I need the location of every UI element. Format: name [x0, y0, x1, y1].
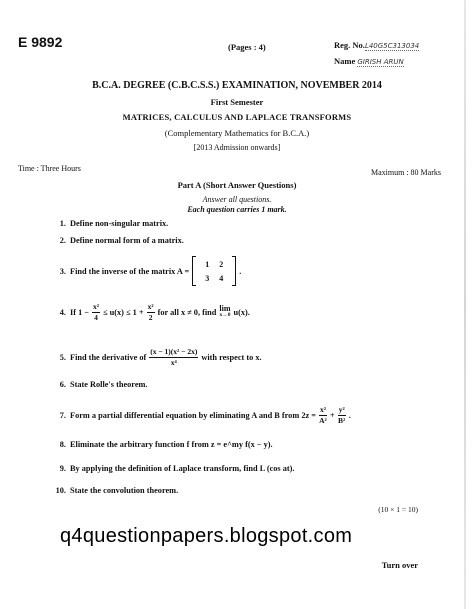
question-number: 8. [59, 440, 66, 449]
fraction [147, 303, 155, 321]
question-number: 10. [55, 486, 66, 495]
question-text: u(x). [233, 307, 250, 317]
fraction [338, 406, 346, 424]
reg-label: Reg. No. [334, 40, 365, 50]
instruction-marks: Each question carries 1 mark. [187, 205, 287, 214]
question-2 [52, 236, 184, 245]
numerator: x² [93, 302, 100, 311]
question-text: Define normal form of a matrix. [70, 236, 184, 245]
fraction [92, 303, 100, 321]
name-label: Name [334, 56, 356, 66]
name-handwritten: GIRISH ARUN [357, 58, 404, 66]
reg-number [334, 40, 419, 50]
matrix-A [192, 256, 236, 286]
question-text: Define non-singular matrix. [70, 219, 169, 228]
question-number: 4. [59, 307, 66, 317]
turn-over-note: Turn over [381, 560, 418, 570]
candidate-name [334, 56, 404, 66]
question-text: for all x ≠ 0, find [157, 307, 217, 317]
semester: First Semester [210, 97, 264, 107]
limit [219, 305, 230, 319]
limit-op: lim [219, 304, 231, 314]
question-text: Form a partial differential equation by eliminating A and B from 2z = [70, 410, 316, 420]
matrix-cell: 1 [205, 259, 210, 269]
question-9 [52, 464, 295, 473]
question-number: 3. [59, 266, 66, 276]
question-text: Eliminate the arbitrary function f from z = e^my f(x − y). [70, 440, 273, 449]
question-number: 5. [59, 352, 66, 362]
max-marks: Maximum : 80 Marks [371, 168, 441, 177]
question-number: 2. [59, 236, 66, 245]
question-8 [52, 440, 273, 449]
question-text: with respect to x. [201, 352, 262, 362]
admission-note: [2013 Admission onwards] [193, 143, 281, 152]
matrix-cell: 2 [219, 259, 224, 269]
part-a-marks-total: (10 × 1 = 10) [378, 505, 418, 514]
question-tail: . [239, 266, 242, 276]
fraction [319, 406, 327, 424]
question-number: 9. [59, 464, 66, 473]
complementary-subtitle: (Complementary Mathematics for B.C.A.) [164, 128, 310, 138]
question-text: If 1 − [70, 307, 90, 317]
question-text: Find the inverse of the matrix A = [70, 266, 190, 276]
numerator: y² [338, 405, 345, 414]
matrix-cell: 4 [219, 273, 224, 283]
question-text: ≤ u(x) ≤ 1 + [103, 307, 144, 317]
denominator: 2 [148, 312, 153, 322]
numerator: x² [147, 302, 154, 311]
question-tail: . [348, 410, 351, 420]
denominator: A² [319, 415, 327, 425]
question-number: 6. [59, 380, 66, 389]
denominator: B² [338, 415, 346, 425]
page-count: (Pages : 4) [228, 42, 266, 52]
question-10 [52, 486, 178, 495]
course-title: MATRICES, CALCULUS AND LAPLACE TRANSFORMS [122, 112, 352, 122]
instruction-answer-all: Answer all questions. [202, 195, 272, 204]
question-text: Find the derivative of [70, 352, 147, 362]
question-7 [52, 402, 351, 428]
denominator: x⁴ [170, 357, 177, 367]
question-text: State the convolution theorem. [70, 486, 179, 495]
part-a-heading: Part A (Short Answer Questions) [177, 180, 297, 190]
denominator: 4 [94, 312, 98, 322]
numerator: (x − 1)(x² − 2x) [150, 347, 198, 356]
plus-sign: + [329, 410, 335, 420]
paper-code: E 9892 [18, 34, 63, 50]
blog-watermark: q4questionpapers.blogspot.com [60, 525, 353, 547]
page-edge-shadow [464, 0, 466, 609]
question-6 [52, 380, 148, 389]
time-allowed: Time : Three Hours [18, 164, 81, 173]
exam-title: B.C.A. DEGREE (C.B.C.S.S.) EXAMINATION, NOVEMBER 2014 [92, 80, 382, 91]
question-3 [52, 256, 241, 286]
question-5 [52, 343, 262, 371]
question-number: 1. [59, 219, 66, 228]
question-1 [52, 219, 168, 228]
numerator: x² [319, 405, 326, 414]
reg-handwritten: L40G5C313034 [364, 42, 420, 50]
question-4 [52, 300, 250, 324]
matrix-cell: 3 [205, 273, 210, 283]
matrix-right-bracket [232, 256, 236, 286]
question-number: 7. [59, 410, 66, 420]
limit-sub: x→0 [219, 312, 231, 319]
fraction [149, 348, 198, 366]
question-text: By applying the definition of Laplace transform, find L (cos at). [70, 464, 295, 473]
question-text: State Rolle's theorem. [70, 380, 148, 389]
